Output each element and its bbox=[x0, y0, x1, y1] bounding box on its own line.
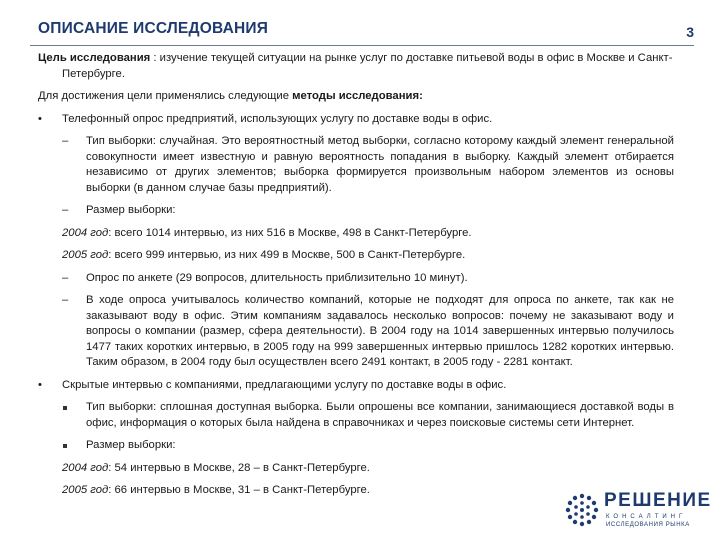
method-2-title: Скрытые интервью с компаниями, предлагающими услугу по доставке воды в офис. bbox=[62, 378, 507, 391]
methods-intro bbox=[38, 89, 674, 105]
year-2004: 2004 год bbox=[62, 461, 109, 474]
dash-marker: – bbox=[62, 204, 69, 216]
method-2 bbox=[38, 378, 674, 394]
year-2005: 2005 год bbox=[62, 484, 109, 496]
size-2005-text: : всего 999 интервью, из них 499 в Москве, 500 в Санкт-Петербурге. bbox=[108, 249, 466, 261]
goal-label: Цель исследования bbox=[38, 52, 151, 64]
method-1 bbox=[38, 112, 674, 128]
size-2005-text: : 66 интервью в Москве, 31 – в Санкт-Петербурге. bbox=[108, 484, 370, 496]
method-1-sample-type bbox=[38, 134, 674, 196]
bullet-icon: • bbox=[38, 378, 42, 391]
method-1-sample-size bbox=[38, 203, 674, 219]
logo-tagline: ИССЛЕДОВАНИЯ РЫНКА bbox=[606, 522, 690, 528]
dash-marker: – bbox=[62, 294, 69, 306]
content bbox=[38, 51, 674, 499]
globe-icon bbox=[563, 490, 601, 528]
method-1-sample-size-label: Размер выборки: bbox=[86, 204, 176, 216]
method-2-sample-type bbox=[38, 400, 674, 431]
method-2-sample-size bbox=[38, 438, 674, 454]
method-1-size-2004 bbox=[38, 226, 674, 242]
method-1-sample-type-text: Тип выборки: случайная. Это вероятностный метод выборки, согласно которому каждый элемент генеральной совокупности имеет известную и равную вероятность попадания в выборку. Каждый элемент отбирается независимо от других элементов; выборка формируется произвольным набором элементов из основы выборки (в данном случае базы предприятий). bbox=[86, 135, 674, 194]
methods-intro-text: Для достижения цели применялись следующие bbox=[38, 90, 293, 102]
method-2-sample-size-label: Размер выборки: bbox=[86, 439, 176, 451]
method-2-sample-type-text: Тип выборки: сплошная доступная выборка. Были опрошены все компании, занимающиеся доставкой воды в офис, информация о которых была найдена в справочниках и через поисковые системы сети Интернет. bbox=[86, 401, 674, 429]
method-1-details-text: В ходе опроса учитывалось количество компаний, которые не подходят для опроса по анкете, так как не заказывают воду в офис. Этим компаниям задавалось несколько вопросов: почему не заказывают воду и вопросы о компании (размер, сфера деятельности). В 2004 году на 1014 завершенных интервью получилось 1477 таких коротких интервью, в 2005 году на 999 завершенных интервью пришлось 1282 коротких интервью. Таким образом, в 2004 году был осуществлен всего 2491 контакт, в 2005 году - 2281 контакт. bbox=[86, 294, 674, 368]
square-bullet-icon bbox=[63, 406, 67, 410]
method-1-size-2005 bbox=[38, 248, 674, 264]
size-2004-text: : 54 интервью в Москве, 28 – в Санкт-Петербурге. bbox=[108, 461, 370, 474]
method-1-questionnaire-text: Опрос по анкете (29 вопросов, длительность приблизительно 10 минут). bbox=[86, 271, 468, 284]
size-2004-text: : всего 1014 интервью, из них 516 в Москве, 498 в Санкт-Петербурге. bbox=[108, 226, 472, 239]
methods-intro-bold: методы исследования: bbox=[292, 90, 423, 102]
logo-wordmark: РЕШЕНИЕ bbox=[604, 490, 712, 511]
bullet-icon: • bbox=[38, 112, 42, 125]
dash-marker: – bbox=[62, 135, 69, 147]
logo-subtitle: КОНСАЛТИНГ bbox=[606, 514, 687, 520]
method-1-details bbox=[38, 293, 674, 371]
goal-text: : изучение текущей ситуации на рынке услуг по доставке питьевой воды в офис в Москве и Санкт-Петербурге. bbox=[62, 52, 673, 80]
page-number: 3 bbox=[686, 24, 694, 40]
company-logo bbox=[563, 488, 713, 534]
year-2004: 2004 год bbox=[62, 226, 109, 239]
year-2005: 2005 год bbox=[62, 249, 109, 261]
page-title: ОПИСАНИЕ ИССЛЕДОВАНИЯ bbox=[38, 20, 269, 37]
square-bullet-icon bbox=[63, 444, 67, 448]
method-2-size-2004 bbox=[38, 461, 674, 477]
dash-marker: – bbox=[62, 271, 69, 284]
method-1-questionnaire bbox=[38, 271, 674, 287]
research-goal bbox=[38, 51, 674, 82]
method-1-title: Телефонный опрос предприятий, использующих услугу по доставке воды в офис. bbox=[62, 112, 493, 125]
title-divider bbox=[30, 45, 694, 46]
